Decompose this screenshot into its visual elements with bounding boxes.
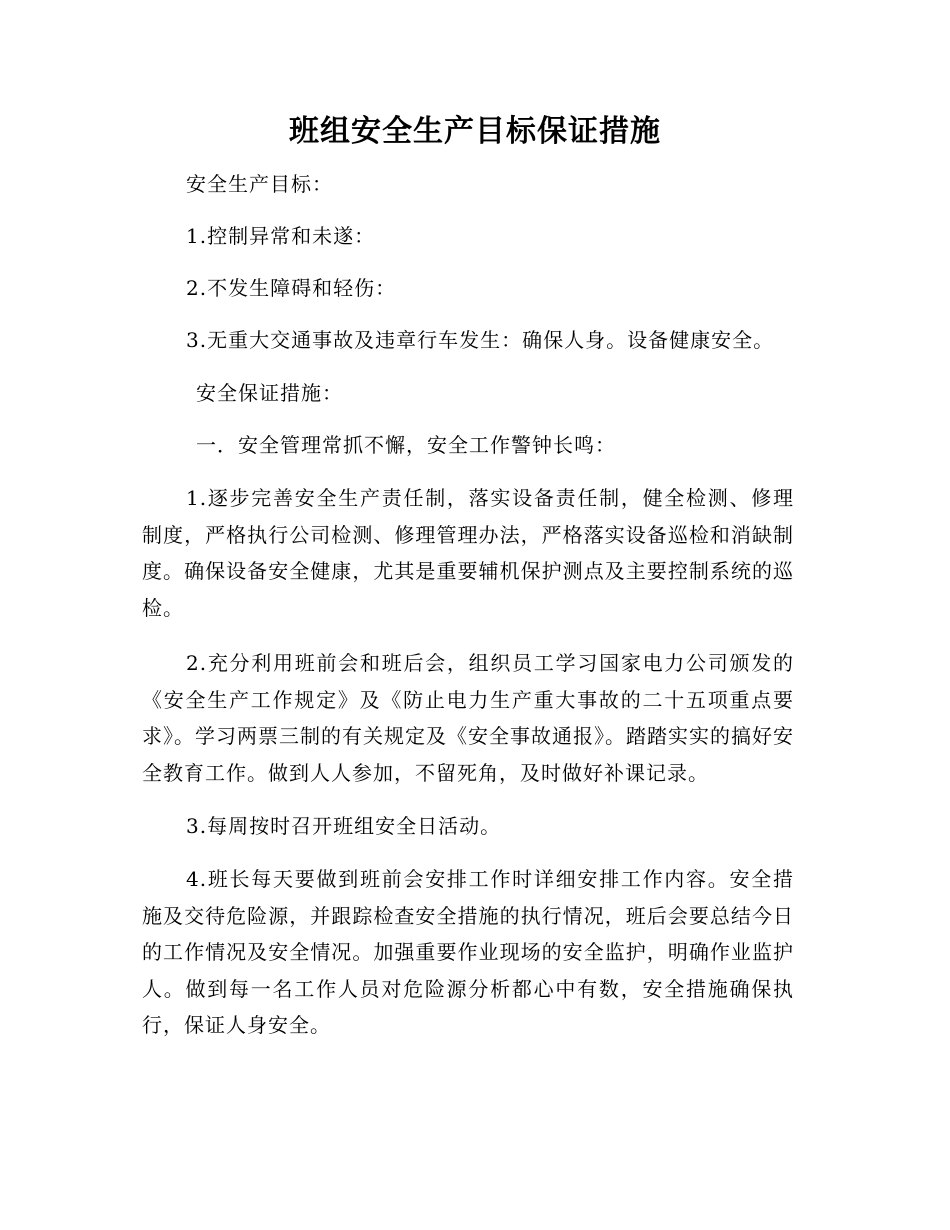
goal-item: 1.控制异常和未遂：	[186, 224, 376, 248]
measures-heading: 安全保证措施：	[196, 381, 343, 405]
measure-paragraph: 2.充分利用班前会和班后会，组织员工学习国家电力公司颁发的《安全生产工作规定》及《防止电力生产重大事故的二十五项重点要求》。学习两票三制的有关规定及《安全事故通报》。踏踏实实的搞好安全教育工作。做到人人参加，不留死角，及时做好补课记录。	[142, 651, 794, 785]
goal-item: 3.无重大交通事故及违章行车发生：确保人身。设备健康安全。	[186, 328, 775, 352]
document-title: 班组安全生产目标保证措施	[289, 114, 661, 149]
goal-heading: 安全生产目标：	[186, 172, 333, 196]
goal-item: 2.不发生障碍和轻伤：	[186, 276, 397, 300]
measure-paragraph: 3.每周按时召开班组安全日活动。	[186, 814, 502, 838]
measure-paragraph: 1.逐步完善安全生产责任制，落实设备责任制，健全检测、修理制度，严格执行公司检测、修理管理办法，严格落实设备巡检和消缺制度。确保设备安全健康，尤其是重要辅机保护测点及主要控制系统的巡检。	[142, 486, 794, 620]
measure-paragraph: 4.班长每天要做到班前会安排工作时详细安排工作内容。安全措施及交待危险源，并跟踪检查安全措施的执行情况，班后会要总结今日的工作情况及安全情况。加强重要作业现场的安全监护，明确作业监护人。做到每一名工作人员对危险源分析都心中有数，安全措施确保执行，保证人身安全。	[142, 867, 794, 1037]
section-one-heading: 一．安全管理常抓不懈，安全工作警钟长鸣：	[196, 433, 616, 457]
